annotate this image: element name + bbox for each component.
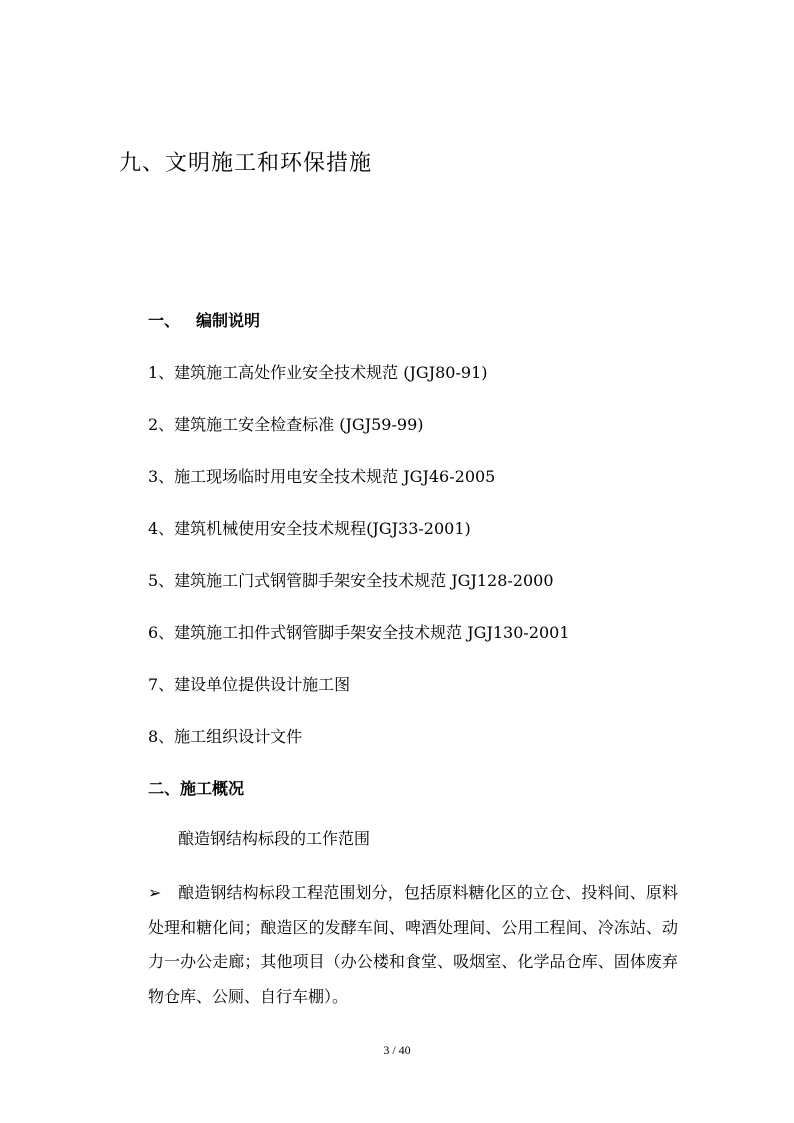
section-heading-overview: 二、施工概况	[148, 779, 245, 798]
section-title: 编制说明	[196, 311, 261, 330]
list-item: 4、建筑机械使用安全技术规程(JGJ33-2001)	[148, 519, 471, 538]
list-item: 1、建筑施工高处作业安全技术规范 (JGJ80-91)	[148, 363, 488, 382]
list-item: 3、施工现场临时用电安全技术规范 JGJ46-2005	[148, 467, 496, 486]
bullet-text-container	[148, 876, 678, 1014]
arrow-bullet-icon: ➢	[148, 883, 162, 902]
bullet-text: 酿造钢结构标段工程范围划分，包括原料糖化区的立仓、投料间、原料处理和糖化间；酿造区的发酵车间、啤酒处理间、公用工程间、冷冻站、动力一办公走廊；其他项目（办公楼和食堂、吸烟室、化学品仓库、固体废弃物仓库、公厕、自行车棚）。	[148, 883, 678, 1006]
scope-title: 酿造钢结构标段的工作范围	[178, 829, 371, 848]
list-item: 5、建筑施工门式钢管脚手架安全技术规范 JGJ128-2000	[148, 571, 554, 590]
section-heading-compilation	[148, 308, 260, 331]
chapter-title: 九、文明施工和环保措施	[119, 151, 373, 176]
list-item: 2、建筑施工安全检查标准 (JGJ59-99)	[148, 415, 424, 434]
list-item: 8、施工组织设计文件	[148, 727, 303, 746]
list-item: 6、建筑施工扣件式钢管脚手架安全技术规范 JGJ130-2001	[148, 623, 570, 642]
page-number: 3 / 40	[383, 1043, 411, 1057]
bullet-paragraph	[148, 876, 678, 1014]
section-number: 一、	[148, 311, 181, 330]
list-item: 7、建设单位提供设计施工图	[148, 675, 351, 694]
